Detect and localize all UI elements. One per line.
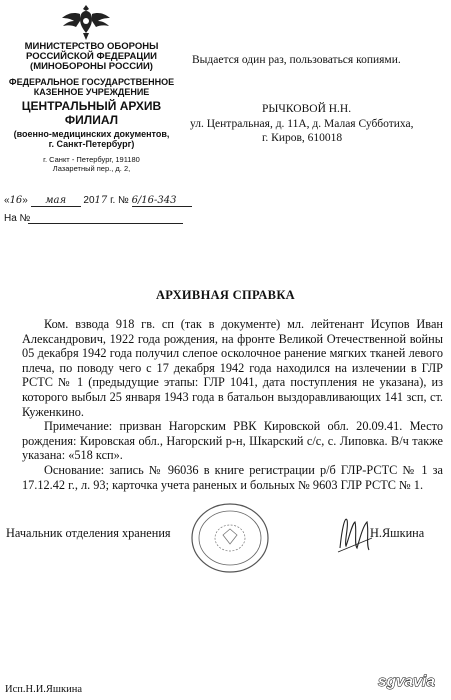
- archive-name-line-1: ЦЕНТРАЛЬНЫЙ АРХИВ: [21, 99, 162, 113]
- date-month: мая: [31, 195, 81, 207]
- recipient-address-line-1: ул. Центральная, д. 11А, д. Малая Субботиха,: [190, 118, 414, 130]
- date-quote-close: »: [22, 195, 28, 206]
- watermark: sgvavia: [378, 673, 436, 690]
- note-paragraph: Примечание: призван Нагорским РВК Кировской обл. 20.09.41. Место рождения: Кировская обл., Нагорский р-н, Шкарский с/с, с. Липовка. В/ч также указана: «518 ксп».: [22, 419, 443, 463]
- document-body: [22, 317, 443, 492]
- address-line-1: г. Санкт - Петербург, 191180: [43, 155, 140, 164]
- document-title: АРХИВНАЯ СПРАВКА: [155, 288, 296, 302]
- outgoing-number: 6/16-343: [132, 195, 192, 207]
- date-quote-open: «: [4, 195, 10, 206]
- main-paragraph: Ком. взвода 918 гв. сп (так в документе) мл. лейтенант Исупов Иван Александрович, 1922 года рождения, на фронте Великой Отечественной войны 05 декабря 1942 года получил слепое осколочное ранение мягких тканей левого плеча, по поводу чего с 17 декабря 1942 года находился на излечении в ГЛР РСТС № 1 (предыдущие этапы: ГЛР 1041, дата поступления не указана), из которого выбыл 25 января 1943 года в батальон выздоравливающих 141 зсп, ст. Куженкино.: [22, 317, 443, 419]
- date-year-prefix: 20: [83, 195, 95, 206]
- ref-number-underline: [28, 223, 183, 224]
- date-number-line: [4, 195, 192, 207]
- address-line-2: Лазаретный пер., д. 2,: [52, 164, 131, 173]
- eagle-emblem-icon: [58, 2, 114, 42]
- signatory-name: Н.Яшкина: [370, 526, 425, 540]
- archive-desc-line-1: (военно-медицинских документов,: [13, 129, 170, 139]
- recipient-name: РЫЧКОВОЙ Н.Н.: [262, 103, 352, 115]
- executor-line: Исп.Н.И.Яшкина: [5, 684, 82, 695]
- ref-number-label: На №: [4, 213, 31, 224]
- ministry-line: МИНИСТЕРСТВО ОБОРОНЫ: [24, 41, 159, 52]
- basis-paragraph: Основание: запись № 96036 в книге регистрации р/б ГЛР-РСТС № 1 за 17.12.42 г., л. 93; карточка учета раненых и больных № 9603 ГЛР РСТС № 1.: [22, 462, 443, 492]
- ministry-short-name: (МИНОБОРОНЫ РОССИИ): [30, 61, 153, 72]
- institution-line-1: ФЕДЕРАЛЬНОЕ ГОСУДАРСТВЕННОЕ: [8, 77, 175, 87]
- seal-stamp-icon: [185, 500, 275, 575]
- org-header: [4, 42, 179, 173]
- federation-line: РОССИЙСКОЙ ФЕДЕРАЦИИ: [25, 51, 157, 62]
- institution-line-2: КАЗЕННОЕ УЧРЕЖДЕНИЕ: [33, 87, 150, 97]
- date-day: 16: [9, 195, 23, 206]
- copy-notice: Выдается один раз, пользоваться копиями.: [192, 54, 401, 66]
- archive-desc-line-2: г. Санкт-Петербург): [48, 139, 135, 149]
- date-year-suffix: г. №: [110, 195, 129, 206]
- signatory-position: Начальник отделения хранения: [6, 526, 171, 540]
- date-year: 17: [94, 195, 108, 206]
- recipient-address-line-2: г. Киров, 610018: [262, 132, 343, 144]
- archive-name-line-2: ФИЛИАЛ: [64, 113, 119, 127]
